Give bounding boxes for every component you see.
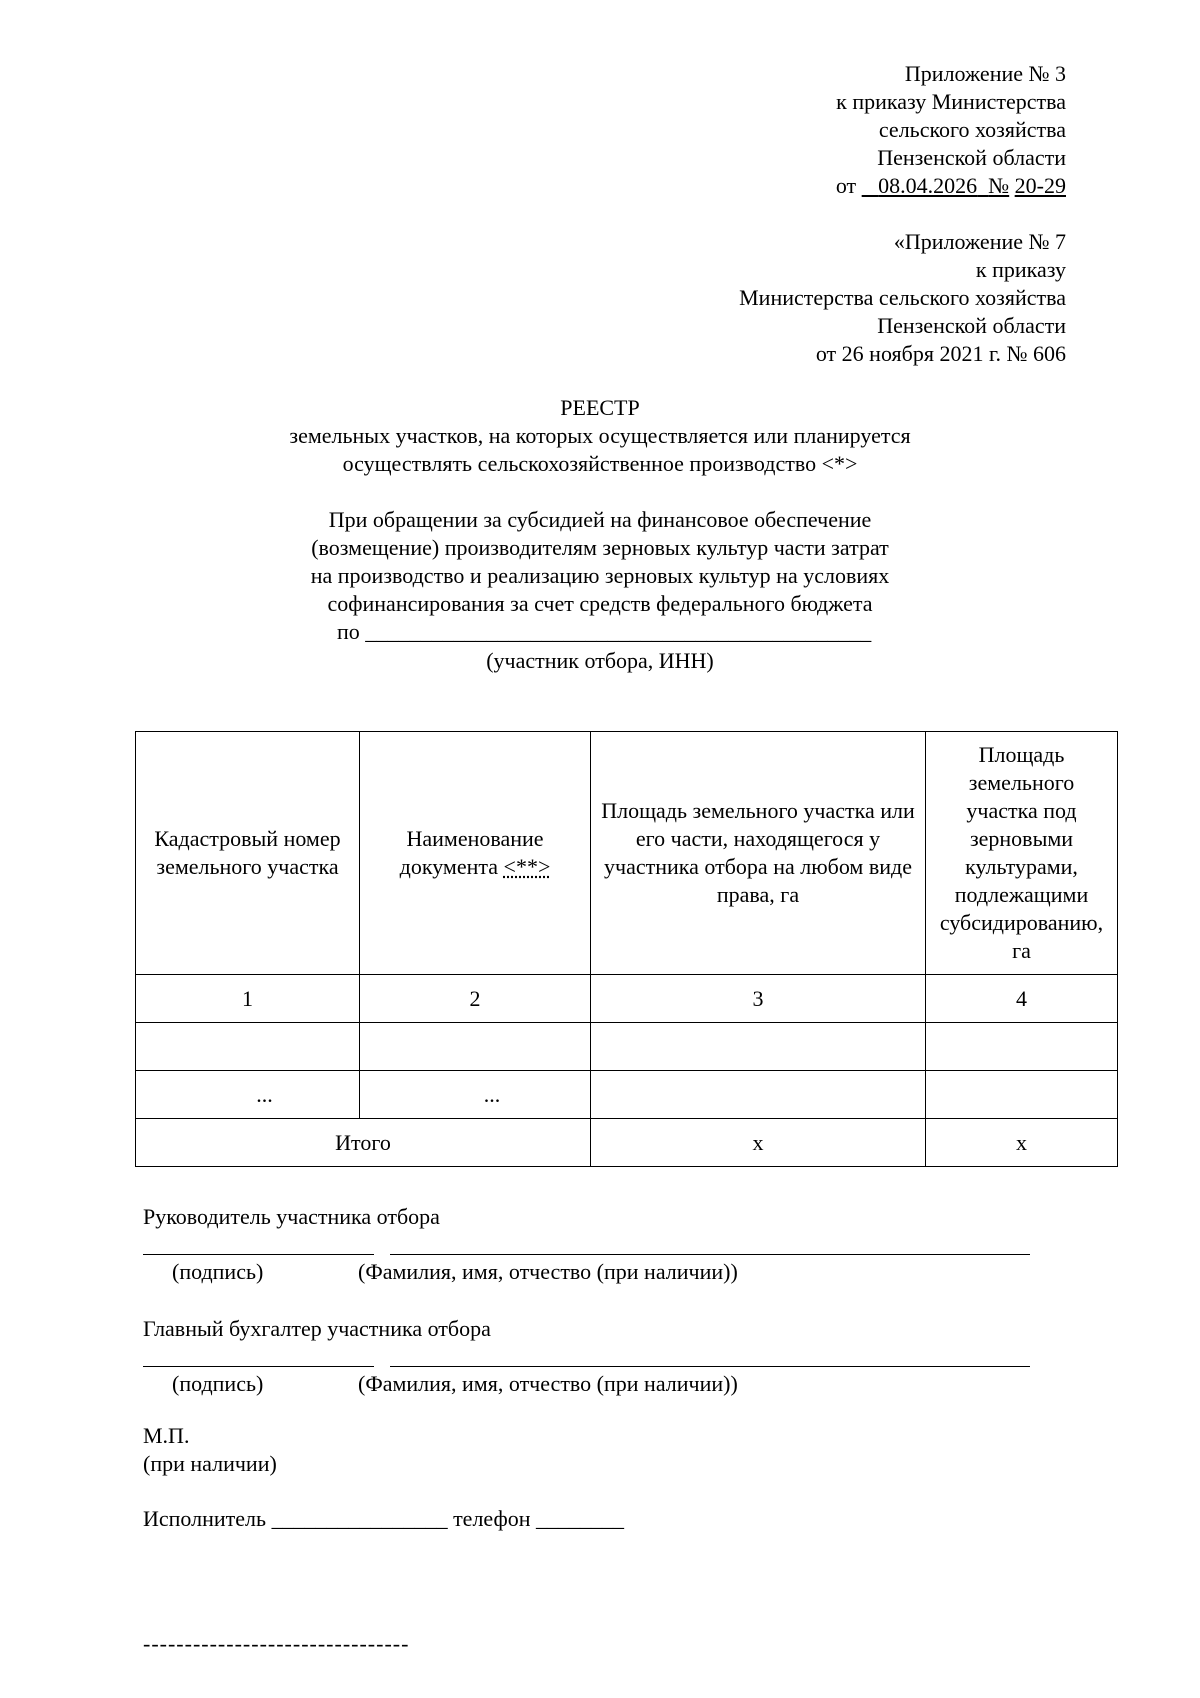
table-total-row <box>136 1119 1118 1167</box>
intro-line: на производство и реализацию зерновых культур на условиях <box>310 563 890 588</box>
participant-caption: (участник отбора, ИНН) <box>486 648 714 673</box>
table-cell <box>360 1023 591 1071</box>
signature-caption: (подпись) <box>172 1371 264 1396</box>
number-prefix: № <box>988 173 1010 198</box>
intro-line: софинансирования за счет средств федерального бюджета <box>327 591 873 616</box>
order-date: 08.04.2026 <box>878 173 978 198</box>
appendix-3-line: к приказу Министерства <box>836 89 1066 114</box>
table-cell <box>136 1023 360 1071</box>
column-number: 1 <box>136 975 360 1023</box>
header-document-name: Наименование документа <**> <box>360 732 591 975</box>
phone-label: телефон <box>453 1506 531 1531</box>
table-cell <box>591 1071 926 1119</box>
table-cell <box>926 1023 1118 1071</box>
stamp-label <box>143 1422 277 1478</box>
table-row <box>136 1023 1118 1071</box>
appendix-7-line: Министерства сельского хозяйства <box>739 285 1066 310</box>
stamp-line: М.П. <box>143 1423 190 1448</box>
executor-line <box>143 1505 624 1533</box>
head-label: Руководитель участника отбора <box>143 1204 440 1229</box>
stamp-line: (при наличии) <box>143 1451 277 1476</box>
table-cell: ... <box>360 1071 591 1119</box>
phone-blank: ________ <box>535 1506 624 1531</box>
column-number: 3 <box>591 975 926 1023</box>
total-cell: x <box>926 1119 1118 1167</box>
appendix-7-header <box>506 228 1066 368</box>
title-heading: РЕЕСТР <box>560 395 640 420</box>
appendix-7-line: Пензенской области <box>877 313 1066 338</box>
table-header-row <box>136 732 1118 975</box>
participant-blank: ______________________________________________ <box>365 619 872 644</box>
table-cell <box>926 1071 1118 1119</box>
appendix-3-line: Пензенской области <box>877 145 1066 170</box>
head-signature-line <box>143 1254 374 1255</box>
executor-label: Исполнитель <box>143 1506 267 1531</box>
head-name-line <box>390 1254 1030 1255</box>
appendix-3-line: Приложение № 3 <box>904 61 1066 86</box>
total-cell: x <box>591 1119 926 1167</box>
column-number: 2 <box>360 975 591 1023</box>
intro-line: При обращении за субсидией на финансовое обеспечение <box>328 507 872 532</box>
accountant-name-line <box>390 1366 1030 1367</box>
header-cadastral-number: Кадастровый номер земельного участка <box>136 732 360 975</box>
name-caption: (Фамилия, имя, отчество (при наличии)) <box>358 1259 738 1284</box>
total-label: Итого <box>136 1119 591 1167</box>
header-plot-area: Площадь земельного участка или его части, находящегося у участника отбора на любом виде права, га <box>591 732 926 975</box>
appendix-7-line: «Приложение № 7 <box>893 229 1066 254</box>
accountant-label: Главный бухгалтер участника отбора <box>143 1316 491 1341</box>
footnote-separator: -------------------------------- <box>143 1631 410 1656</box>
name-caption: (Фамилия, имя, отчество (при наличии)) <box>358 1371 738 1396</box>
intro-text <box>0 506 1200 618</box>
table-row <box>136 1071 1118 1119</box>
header-grain-area: Площадь земельного участка под зерновыми культурами, подлежащими субсидированию, га <box>926 732 1118 975</box>
registry-table <box>135 731 1118 1167</box>
table-number-row <box>136 975 1118 1023</box>
participant-line <box>337 618 871 646</box>
signature-caption: (подпись) <box>172 1259 264 1284</box>
executor-blank: ________________ <box>271 1506 448 1531</box>
appendix-3-header <box>506 60 1066 200</box>
title-line: земельных участков, на которых осуществляется или планируется <box>289 423 911 448</box>
order-number: 20-29 <box>1014 173 1066 198</box>
date-prefix: от <box>835 173 857 198</box>
po-prefix: по <box>337 619 360 644</box>
document-title <box>0 394 1200 478</box>
footnote-ref-link[interactable]: <**> <box>503 854 551 879</box>
appendix-3-date-line <box>506 172 1066 200</box>
table-cell: ... <box>136 1071 360 1119</box>
column-number: 4 <box>926 975 1118 1023</box>
intro-line: (возмещение) производителям зерновых культур части затрат <box>311 535 889 560</box>
appendix-3-line: сельского хозяйства <box>878 117 1066 142</box>
table-cell <box>591 1023 926 1071</box>
accountant-signature-line <box>143 1366 374 1367</box>
appendix-7-line: от 26 ноября 2021 г. № 606 <box>815 341 1066 366</box>
appendix-7-line: к приказу <box>975 257 1066 282</box>
title-line: осуществлять сельскохозяйственное производство <*> <box>342 451 858 476</box>
